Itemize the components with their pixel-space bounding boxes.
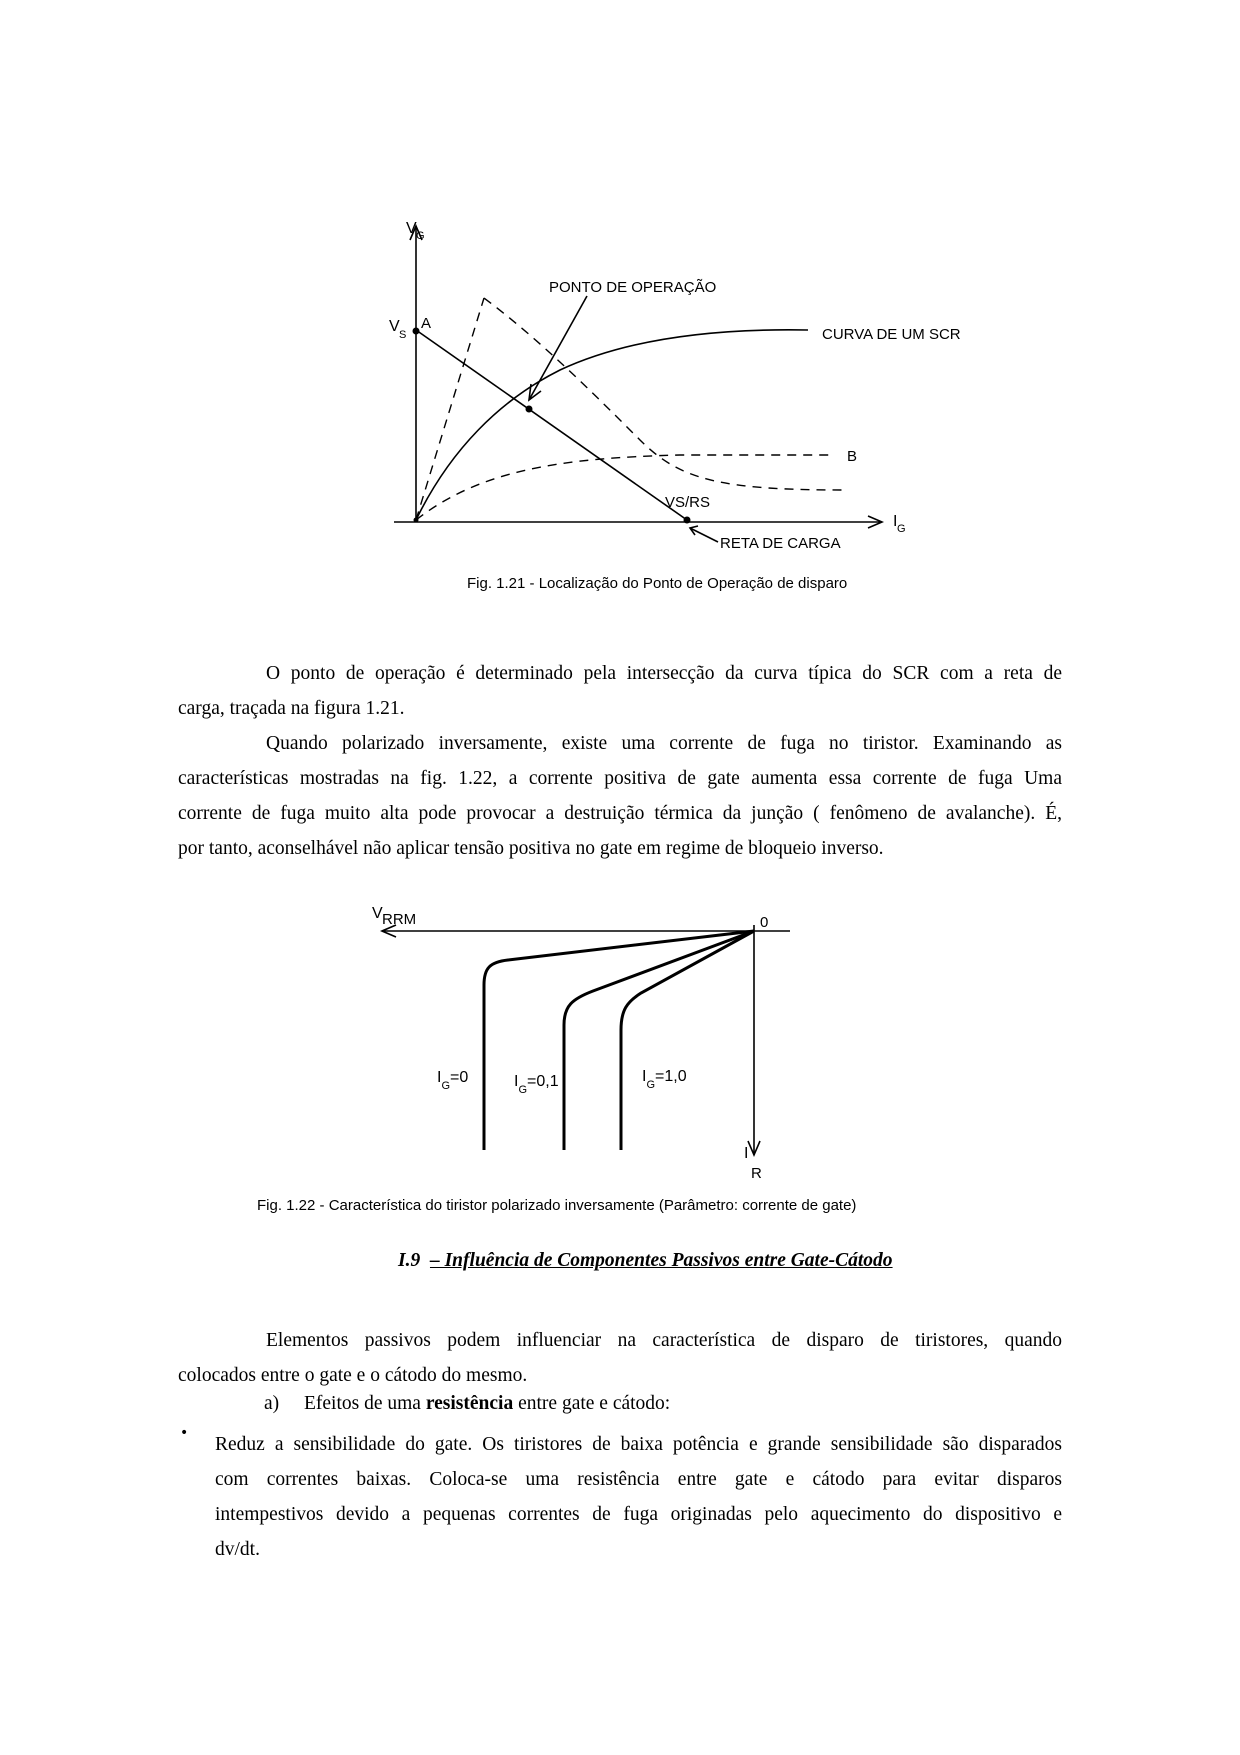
scr-curve	[416, 330, 808, 520]
curve-ig-0-1	[564, 931, 754, 1150]
bullet-1-line-1: Reduz a sensibilidade do gate. Os tiristores de baixa potência e grande sensibilidade são disparados	[215, 1434, 1062, 1455]
ir-label: I	[744, 1145, 749, 1162]
curve-label-ig-0: $I_G=0$	[437, 1069, 469, 1092]
section-heading	[398, 1250, 893, 1272]
section-title: – Influência de Componentes Passivos entre Gate-Cátodo	[429, 1250, 893, 1271]
vg-axis-sub: G	[416, 230, 425, 242]
curve-label-ig-1-0: $I_G=1,0$	[642, 1068, 687, 1091]
origin-label: 0	[760, 914, 769, 931]
bullet-1-line-4: dv/dt.	[215, 1539, 260, 1560]
paragraph-3-line-1: Elementos passivos podem influenciar na característica de disparo de tiristores, quando	[266, 1330, 1062, 1351]
ig-axis-label: I	[893, 513, 898, 530]
bullet-item-1	[215, 1427, 1062, 1567]
curve-label-ig-0-1: $I_G=0,1$	[514, 1073, 559, 1096]
list-item-a-text-after: entre gate e cátodo:	[513, 1393, 671, 1414]
figure-1-21	[0, 0, 1240, 600]
paragraph-2-line-4: por tanto, aconselhável não aplicar tensão positiva no gate em regime de bloqueio inverso.	[178, 838, 884, 859]
paragraph-2-line-3: corrente de fuga muito alta pode provocar a destruição térmica da junção ( fenômeno de avalanche). É,	[178, 803, 1062, 824]
paragraph-3-line-2: colocados entre o gate e o cátodo do mesmo.	[178, 1365, 528, 1386]
vs-label: V	[389, 318, 400, 335]
paragraph-2-line-2: características mostradas na fig. 1.22, a corrente positiva de gate aumenta essa corrente de fuga Uma	[178, 768, 1062, 789]
list-item-a-marker: a)	[264, 1393, 280, 1414]
curve-ig-0	[484, 931, 754, 1150]
ir-sub: R	[751, 1165, 762, 1182]
list-item-a-text-before: Efeitos de uma	[304, 1393, 426, 1414]
section-number: I.9	[398, 1250, 421, 1271]
figure-1-22-caption: Fig. 1.22 - Característica do tiristor polarizado inversamente (Parâmetro: corrente de gate)	[257, 1197, 857, 1214]
vs-sub: S	[399, 329, 407, 341]
vrrm-label: V	[372, 905, 383, 922]
vrrm-sub: RRM	[382, 911, 417, 928]
paragraph-2-line-1: Quando polarizado inversamente, existe uma corrente de fuga no tiristor. Examinando as	[266, 733, 1062, 754]
load-line-label: RETA DE CARGA	[720, 535, 841, 552]
bullet-1-line-2: com correntes baixas. Coloca-se uma resistência entre gate e cátodo para evitar disparos	[215, 1469, 1062, 1490]
bullet-1-line-3: intempestivos devido a pequenas correntes de fuga originadas pelo aquecimento do dispositivo e	[215, 1504, 1062, 1525]
dashed-curve-min	[416, 455, 835, 520]
operating-point-arrow	[529, 296, 587, 400]
paragraph-1	[178, 656, 1062, 726]
origin-dot	[414, 518, 419, 523]
paragraph-2	[178, 726, 1062, 866]
vg-axis-label: V	[406, 220, 417, 237]
paragraph-1-line-2: carga, traçada na figura 1.21.	[178, 698, 405, 719]
operating-point-label: PONTO DE OPERAÇÃO	[549, 279, 717, 296]
vsrs-label: VS/RS	[665, 494, 711, 511]
vsrs-dot	[684, 517, 691, 524]
curve-ig-1-0	[621, 931, 754, 1150]
list-item-a	[264, 1393, 670, 1415]
paragraph-1-line-1: O ponto de operação é determinado pela intersecção da curva típica do SCR com a reta de	[266, 663, 1062, 684]
operating-point-dot	[526, 406, 533, 413]
point-a-dot	[413, 328, 420, 335]
point-b-label: B	[847, 448, 858, 465]
figure-1-22	[0, 880, 1240, 1220]
list-item-a-bold: resistência	[425, 1393, 514, 1414]
bullet-symbol: •	[180, 1425, 189, 1441]
point-a-label: A	[421, 315, 432, 332]
figure-1-21-caption: Fig. 1.21 - Localização do Ponto de Operação de disparo	[467, 575, 848, 592]
paragraph-3	[178, 1323, 1062, 1393]
ig-axis-sub: G	[897, 523, 906, 535]
scr-curve-label: CURVA DE UM SCR	[822, 326, 961, 343]
